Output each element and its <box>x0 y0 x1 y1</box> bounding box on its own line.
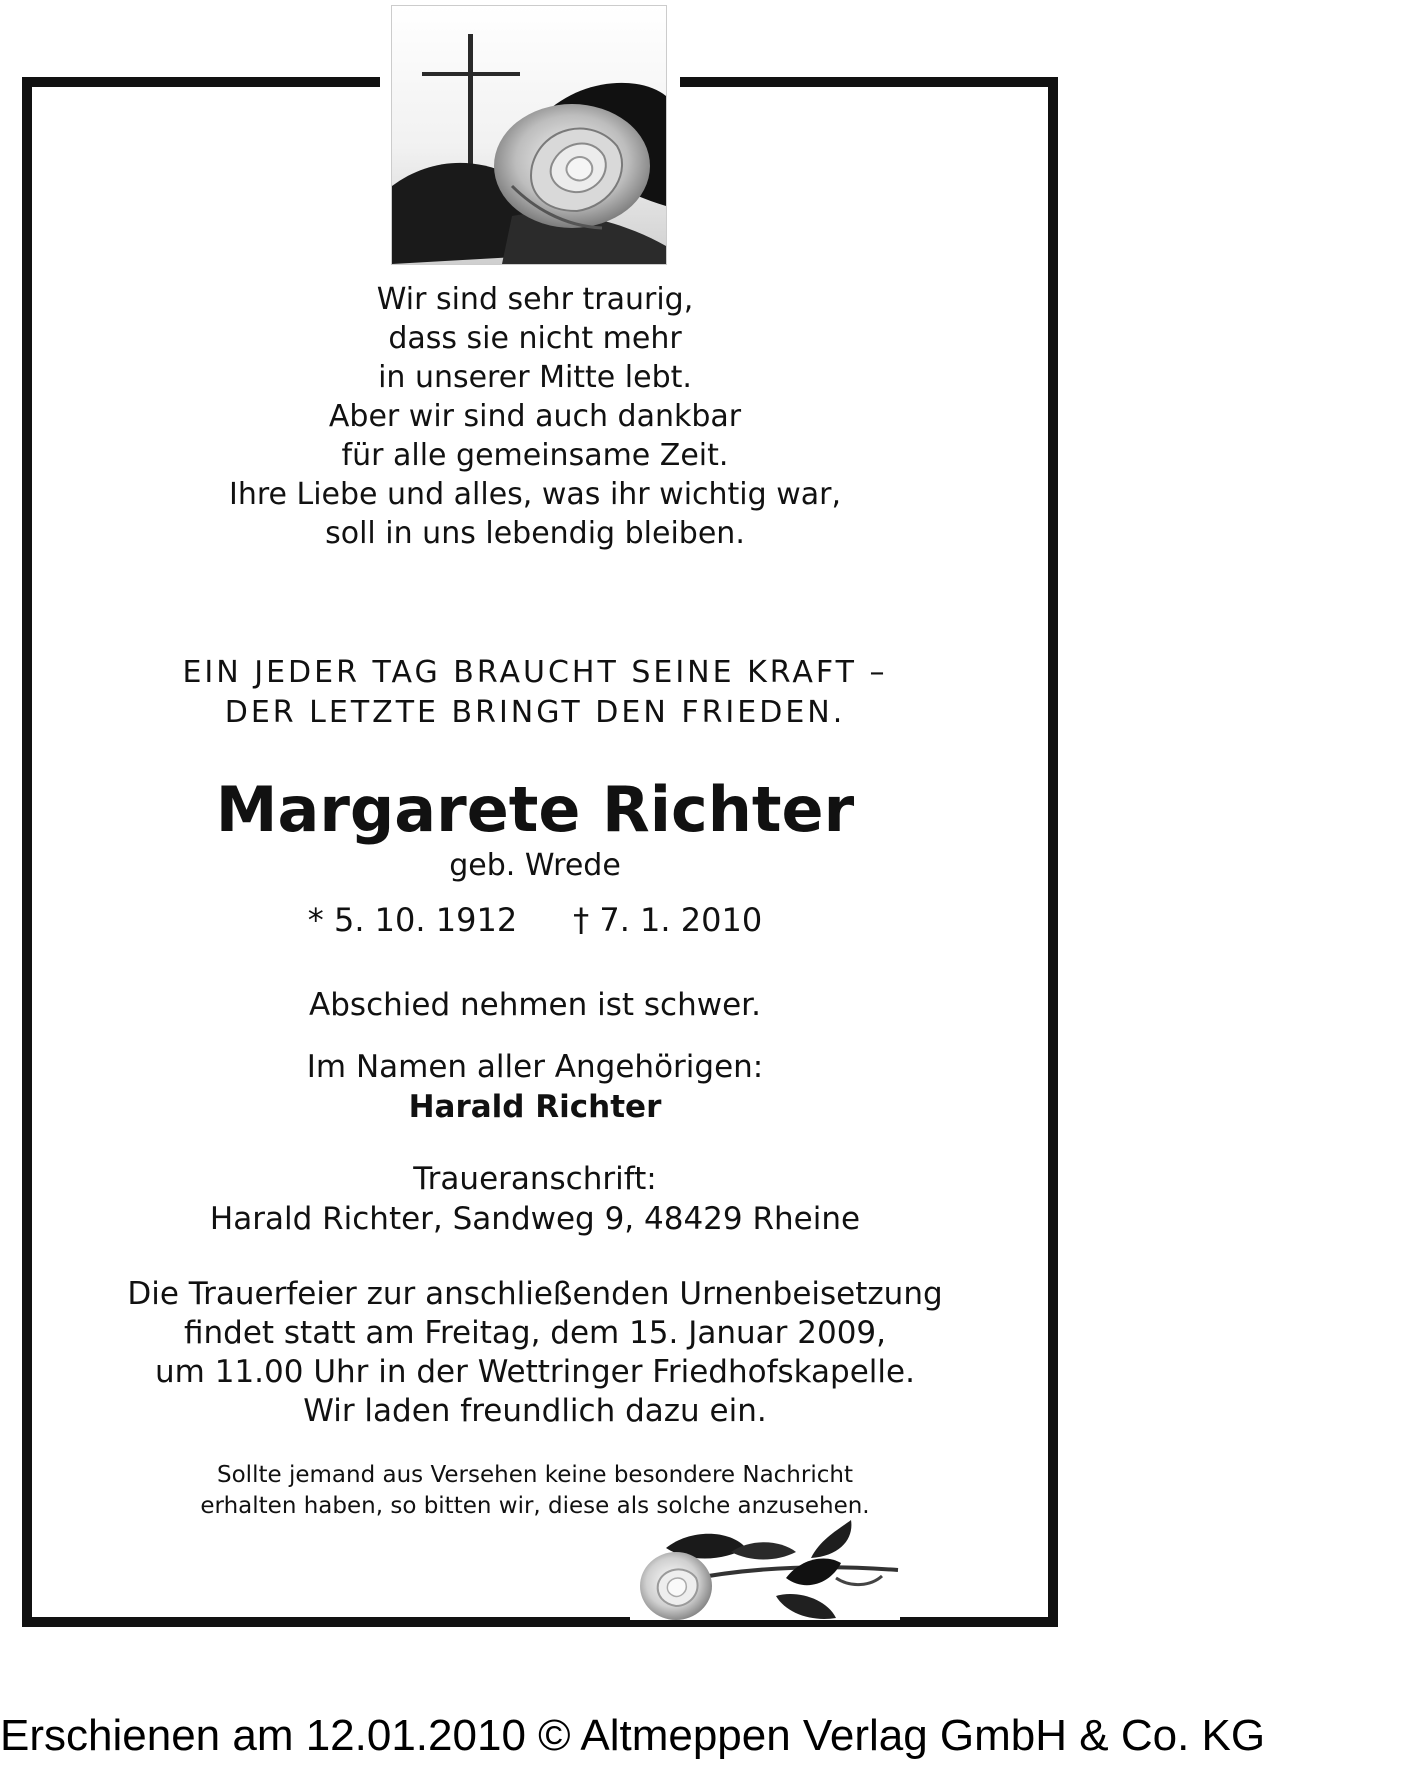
service-info <box>32 1275 1038 1431</box>
deceased-name: Margarete Richter <box>215 773 855 846</box>
notice-note <box>32 1460 1038 1522</box>
note-line: Sollte jemand aus Versehen keine besondere Nachricht <box>217 1462 853 1488</box>
motto-line: EIN JEDER TAG BRAUCHT SEINE KRAFT – <box>182 655 888 690</box>
verse-line: soll in uns lebendig bleiben. <box>325 516 745 551</box>
verse-line: Ihre Liebe und alles, was ihr wichtig war, <box>228 477 842 512</box>
verse-line: für alle gemeinsame Zeit. <box>341 438 729 473</box>
signer-name: Harald Richter <box>408 1089 662 1125</box>
service-line: findet statt am Freitag, dem 15. Januar 2009, <box>183 1315 887 1351</box>
family-signature <box>32 1047 1038 1127</box>
memorial-verse <box>32 280 1038 553</box>
service-line: Wir laden freundlich dazu ein. <box>303 1393 767 1429</box>
address-label: Traueranschrift: <box>413 1161 657 1197</box>
verse-line: Aber wir sind auch dankbar <box>328 399 742 434</box>
verse-line: dass sie nicht mehr <box>388 321 682 356</box>
service-line: Die Trauerfeier zur anschließenden Urnenbeisetzung <box>127 1276 943 1312</box>
birth-date: * 5. 10. 1912 <box>307 901 518 939</box>
cross-rose-image <box>391 5 667 265</box>
death-date: † 7. 1. 2010 <box>573 901 763 939</box>
motto <box>32 653 1038 733</box>
life-dates <box>32 900 1038 940</box>
maiden-name: geb. Wrede <box>449 848 621 883</box>
motto-line: DER LETZTE BRINGT DEN FRIEDEN. <box>224 695 846 730</box>
verse-line: in unserer Mitte lebt. <box>378 360 692 395</box>
address-value: Harald Richter, Sandweg 9, 48429 Rheine <box>209 1201 861 1237</box>
publication-footer: Erschienen am 12.01.2010 © Altmeppen Verlag GmbH & Co. KG <box>0 1711 1266 1760</box>
verse-line: Wir sind sehr traurig, <box>376 282 694 317</box>
family-intro: Im Namen aller Angehörigen: <box>306 1049 764 1085</box>
mourning-address <box>32 1159 1038 1239</box>
note-line: erhalten haben, so bitten wir, diese als solche anzusehen. <box>200 1493 870 1519</box>
rose-icon <box>636 1518 906 1626</box>
service-line: um 11.00 Uhr in der Wettringer Friedhofskapelle. <box>155 1354 915 1390</box>
farewell-text: Abschied nehmen ist schwer. <box>309 987 761 1023</box>
